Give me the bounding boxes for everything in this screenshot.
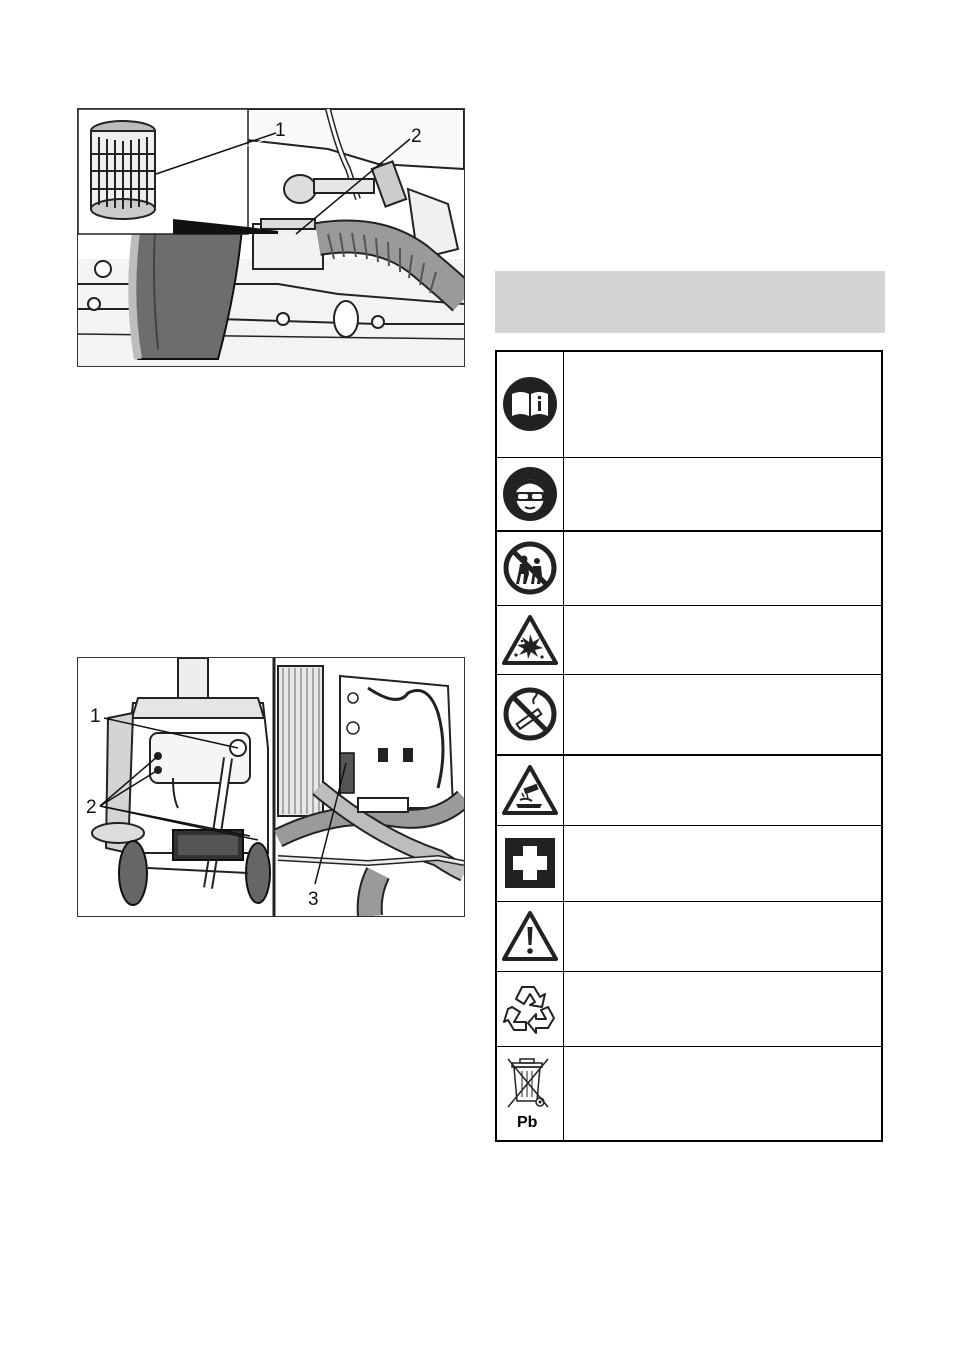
text-cell — [563, 531, 882, 605]
first-aid-icon — [503, 836, 557, 890]
table-row — [496, 971, 882, 1046]
callout-3: 3 — [308, 889, 319, 910]
section-heading-band — [495, 271, 885, 333]
text-cell — [563, 755, 882, 825]
text-cell — [563, 674, 882, 755]
text-cell — [563, 605, 882, 674]
icon-cell — [496, 825, 563, 901]
electronics-view — [278, 666, 464, 916]
eye-protection-icon — [502, 466, 558, 522]
pb-label: Pb — [516, 1114, 538, 1132]
icon-cell — [496, 901, 563, 971]
table-row — [496, 674, 882, 755]
figure-rear-electronics — [77, 657, 465, 917]
rear-electronics-illustration — [78, 658, 464, 916]
icon-cell — [496, 971, 563, 1046]
general-warning-icon — [502, 910, 558, 962]
figure-filter-drain — [77, 108, 465, 367]
text-cell — [563, 1046, 882, 1141]
icon-cell — [496, 605, 563, 674]
machine-rear-view — [86, 658, 270, 905]
text-cell — [563, 971, 882, 1046]
no-smoking-icon — [502, 686, 558, 742]
table-row — [496, 605, 882, 674]
safety-symbols-table — [495, 350, 883, 1142]
icon-cell — [496, 755, 563, 825]
explosive-warning-icon — [502, 614, 558, 666]
callout-1: 1 — [90, 706, 101, 727]
callout-2: 2 — [411, 126, 422, 147]
crossed-bin-pb-icon — [502, 1055, 558, 1131]
corrosive-warning-icon — [502, 764, 558, 816]
text-cell — [563, 457, 882, 531]
table-row — [496, 825, 882, 901]
read-manual-icon — [502, 376, 558, 432]
table-row — [496, 531, 882, 605]
recycling-icon — [502, 981, 558, 1037]
text-cell — [563, 351, 882, 457]
icon-cell — [496, 351, 563, 457]
callout-1: 1 — [275, 120, 286, 141]
icon-cell — [496, 531, 563, 605]
filter-drain-illustration — [78, 109, 464, 366]
keep-children-away-icon — [502, 540, 558, 596]
table-row — [496, 901, 882, 971]
table-row — [496, 351, 882, 457]
icon-cell — [496, 1046, 563, 1141]
table-row — [496, 755, 882, 825]
callout-2: 2 — [86, 797, 97, 818]
table-row — [496, 457, 882, 531]
table-row — [496, 1046, 882, 1141]
text-cell — [563, 901, 882, 971]
text-cell — [563, 825, 882, 901]
icon-cell — [496, 457, 563, 531]
icon-cell — [496, 674, 563, 755]
